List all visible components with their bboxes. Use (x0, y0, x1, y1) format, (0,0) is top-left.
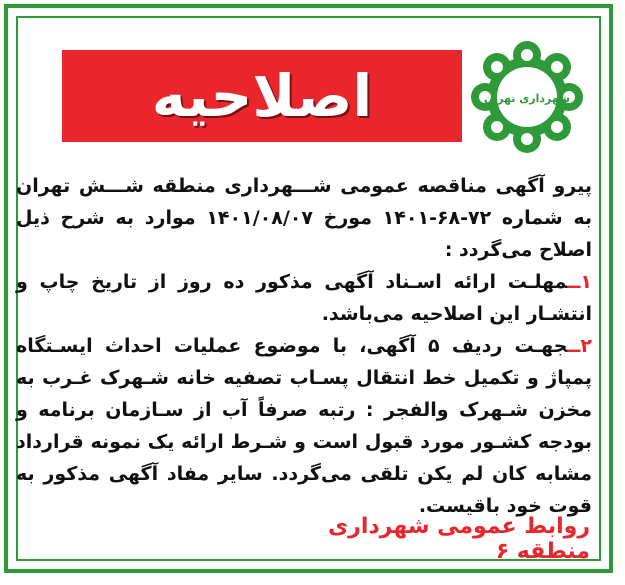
notice-title: اصلاحیه (151, 62, 373, 130)
notice-body (16, 170, 592, 522)
tehran-municipality-emblem-icon (468, 38, 586, 156)
title-banner (62, 50, 462, 142)
notice-item-1 (16, 266, 592, 330)
notice-intro: پیرو آگهی مناقصه عمومی شـــهرداری منطقه شـــش تهران به شماره ۷۲-۶۸-۱۴۰۱ مورخ ۱۴۰۱/۰۸/۰۷ موارد به شرح ذیل اصلاح می‌گردد : (16, 175, 592, 261)
notice-item-2 (16, 330, 592, 522)
item-text: مهلـت ارائه اسـناد آگهی مذکور ده روز از تاریخ چاپ و انتشـار این اصلاحیه می‌باشد. (16, 271, 592, 325)
item-number: ۲ــ (567, 335, 592, 357)
item-text: جهـت ردیف ۵ آگهی، با موضوع عملیات احداث ایسـتگاه پمپاژ و تکمیل خط انتقال پسـاب تصفیه خانه شـهرک غـرب به مخزن شـهرک والفجر : رتبه صرفاً آب از سـازمان برنامه و بودجه کشـور مورد قبول است و شـرط ارائه یک نمونه قرارداد مشابه کان لم یکن تلقی می‌گردد. سایر مفاد آگهی مذکور به قوت خود باقیست. (16, 335, 592, 517)
logo-text: شهرداری تهران (484, 92, 570, 105)
notice-footer: روابط عمومی شهرداری منطقه ۶ (328, 514, 590, 564)
item-number: ۱ــ (567, 271, 592, 293)
